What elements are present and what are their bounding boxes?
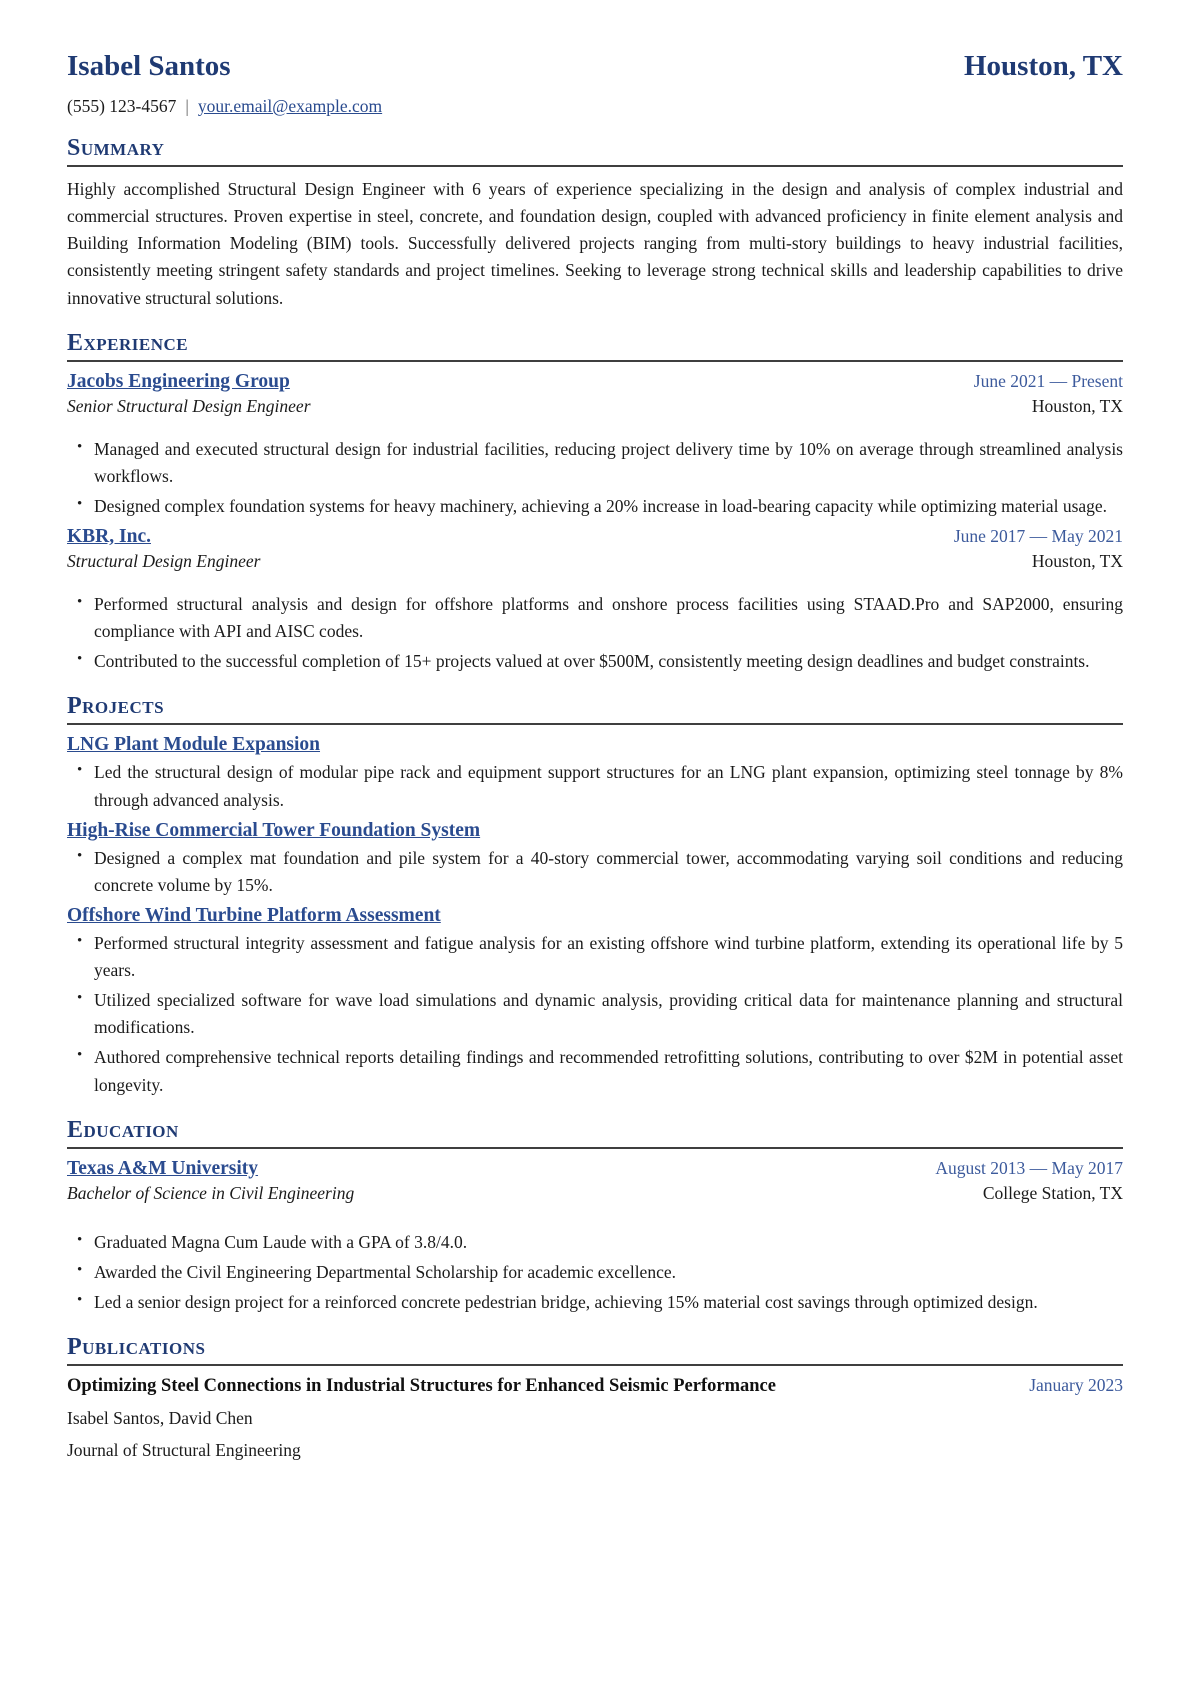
entry-subhead — [67, 1183, 1123, 1204]
publication-head — [67, 1375, 1123, 1397]
education-entry — [67, 1158, 1123, 1316]
entry-subhead — [67, 551, 1123, 572]
bullet-item: • Graduated Magna Cum Laude with a GPA of 3.8/4.0. — [94, 1229, 1123, 1256]
project-entry — [67, 905, 1123, 1099]
entry-dates: June 2021 — Present — [973, 370, 1123, 391]
entry-location: Houston, TX — [1031, 395, 1123, 416]
entry-head — [67, 371, 1123, 393]
project-title-link[interactable]: Offshore Wind Turbine Platform Assessment — [67, 904, 441, 926]
bullet-item: • Designed a complex mat foundation and pile system for a 40-story commercial tower, accommodating varying soil conditions and reducing concrete volume by 15%. — [94, 845, 1123, 899]
section-projects — [67, 693, 1123, 1098]
section-publications — [67, 1334, 1123, 1461]
bullet-item: • Awarded the Civil Engineering Departmental Scholarship for academic excellence. — [94, 1259, 1123, 1286]
degree-name: Bachelor of Science in Civil Engineering — [67, 1182, 355, 1203]
section-education — [67, 1117, 1123, 1316]
company-link[interactable]: Jacobs Engineering Group — [67, 370, 290, 392]
entry-dates: August 2013 — May 2017 — [935, 1157, 1123, 1178]
section-summary — [67, 135, 1123, 312]
publication-entry — [67, 1375, 1123, 1461]
person-name: Isabel Santos — [67, 50, 231, 82]
bullet-list — [67, 759, 1123, 813]
contact-row — [67, 96, 1123, 117]
summary-text: Highly accomplished Structural Design Engineer with 6 years of experience specializing in the design and analysis of complex industrial and commercial structures. Proven expertise in steel, concrete, and foundation design, coupled with advanced proficiency in finite element analysis and Building Information Modeling (BIM) tools. Successfully delivered projects ranging from multi-story buildings to heavy industrial facilities, consistently meeting stringent safety standards and project timelines. Seeking to leverage strong technical skills and leadership capabilities to drive innovative structural solutions. — [67, 179, 1123, 308]
bullet-list — [67, 845, 1123, 899]
section-title-projects: Projects — [67, 693, 1123, 725]
bullet-item: • Utilized specialized software for wave load simulations and dynamic analysis, providing critical data for maintenance planning and structural modifications. — [94, 987, 1123, 1041]
publication-title: Optimizing Steel Connections in Industrial Structures for Enhanced Seismic Performance — [67, 1376, 776, 1396]
project-entry — [67, 820, 1123, 899]
section-experience — [67, 330, 1123, 676]
company-link[interactable]: KBR, Inc. — [67, 526, 151, 547]
section-title-publications: Publications — [67, 1334, 1123, 1366]
entry-subhead — [67, 396, 1123, 417]
entry-head — [67, 1158, 1123, 1180]
school-link[interactable]: Texas A&M University — [67, 1157, 259, 1179]
project-title-link[interactable]: LNG Plant Module Expansion — [67, 734, 321, 756]
bullet-item: • Authored comprehensive technical reports detailing findings and recommended retrofitting solutions, contributing to over $2M in potential asset longevity. — [94, 1044, 1123, 1098]
project-title-link[interactable]: High-Rise Commercial Tower Foundation System — [67, 819, 481, 841]
publication-authors: Isabel Santos, David Chen — [67, 1408, 253, 1428]
project-entry — [67, 734, 1123, 813]
contact-separator: | — [185, 96, 189, 116]
bullet-item: • Performed structural integrity assessment and fatigue analysis for an existing offshore wind turbine platform, extending its operational life by 5 years. — [94, 930, 1123, 984]
bullet-list — [67, 1229, 1123, 1316]
section-title-summary: Summary — [67, 135, 1123, 167]
person-location: Houston, TX — [963, 50, 1123, 82]
bullet-item: • Led the structural design of modular pipe rack and equipment support structures for an LNG plant expansion, optimizing steel tonnage by 8% through advanced analysis. — [94, 759, 1123, 813]
bullet-item: • Contributed to the successful completion of 15+ projects valued at over $500M, consistently meeting design deadlines and budget constraints. — [94, 648, 1123, 675]
entry-dates: June 2017 — May 2021 — [953, 526, 1123, 546]
entry-role: Senior Structural Design Engineer — [67, 395, 311, 416]
entry-head — [67, 526, 1123, 548]
bullet-list — [67, 930, 1123, 1099]
entry-role: Structural Design Engineer — [67, 551, 261, 571]
entry-location: College Station, TX — [982, 1182, 1123, 1203]
section-title-education: Education — [67, 1117, 1123, 1149]
publication-journal: Journal of Structural Engineering — [67, 1440, 301, 1460]
experience-entry — [67, 371, 1123, 520]
bullet-item: • Performed structural analysis and design for offshore platforms and onshore process facilities using STAAD.Pro and SAP2000, ensuring compliance with API and AISC codes. — [94, 591, 1123, 645]
experience-entry — [67, 526, 1123, 675]
bullet-item: • Designed complex foundation systems for heavy machinery, achieving a 20% increase in load-bearing capacity while optimizing material usage. — [94, 493, 1123, 520]
bullet-item: • Led a senior design project for a reinforced concrete pedestrian bridge, achieving 15% material cost savings through optimized design. — [94, 1289, 1123, 1316]
email-link[interactable]: your.email@example.com — [197, 96, 383, 116]
bullet-list — [67, 591, 1123, 675]
section-title-experience: Experience — [67, 330, 1123, 362]
bullet-list — [67, 436, 1123, 520]
bullet-item: • Managed and executed structural design for industrial facilities, reducing project delivery time by 10% on average through streamlined analysis workflows. — [94, 436, 1123, 490]
resume-header — [67, 50, 1123, 83]
entry-location: Houston, TX — [1031, 551, 1123, 571]
publication-date: January 2023 — [1029, 1375, 1123, 1395]
phone-number: (555) 123-4567 — [67, 96, 177, 116]
